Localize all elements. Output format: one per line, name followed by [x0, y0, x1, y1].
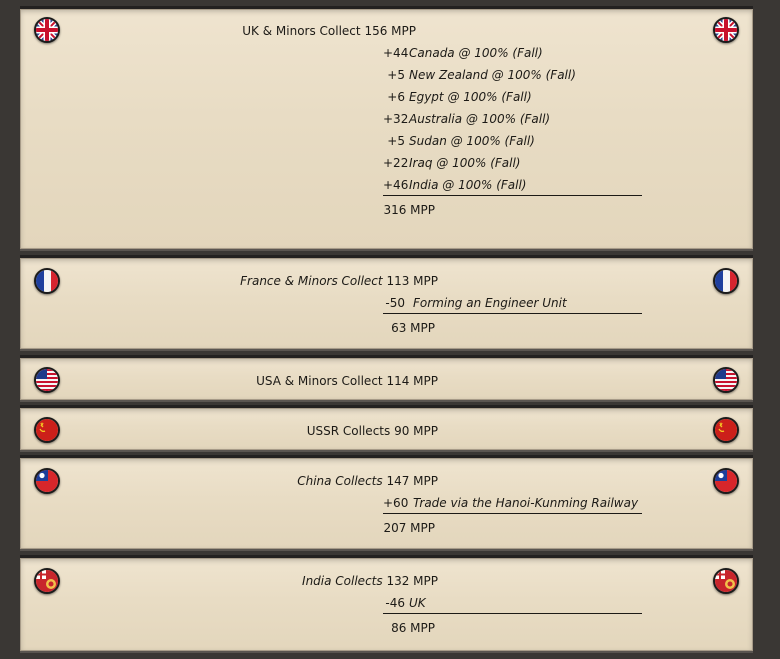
- india-collect-panel: [20, 555, 753, 653]
- adjustment-desc: India @ 100% (Fall): [409, 178, 527, 192]
- sum-divider: [383, 613, 642, 614]
- collect-title: [297, 474, 438, 488]
- adjustment-desc: Sudan @ 100% (Fall): [409, 134, 535, 148]
- collect-title-amount: 114 MPP: [386, 374, 438, 388]
- collect-total: 63 MPP: [391, 321, 435, 335]
- adjustment-delta: +6: [387, 90, 405, 104]
- adjustment-delta: +60: [383, 496, 409, 510]
- china-flag-icon: [713, 468, 739, 494]
- adjustment-delta: +44: [383, 46, 409, 60]
- collect-total: 86 MPP: [391, 621, 435, 635]
- adjustment-desc: Egypt @ 100% (Fall): [409, 90, 532, 104]
- adjustment-delta: +5: [387, 134, 405, 148]
- collect-title: [242, 24, 416, 38]
- adjustment-delta: +5: [387, 68, 405, 82]
- usa-flag-icon: [713, 367, 739, 393]
- usa-collect-panel: [20, 355, 753, 402]
- uk-collect-panel: [20, 6, 753, 251]
- sum-divider: [383, 195, 642, 196]
- collect-total: 207 MPP: [383, 521, 435, 535]
- adjustment-desc: UK: [409, 596, 426, 610]
- collect-title-prefix: USA & Minors Collect: [256, 374, 383, 388]
- india-flag-icon: [713, 568, 739, 594]
- adjustment-desc: Forming an Engineer Unit: [413, 296, 567, 310]
- sum-divider: [383, 313, 642, 314]
- collect-title: [302, 574, 438, 588]
- collect-title-prefix: China Collects: [297, 474, 383, 488]
- india-flag-icon: [34, 568, 60, 594]
- collect-title-amount: 90 MPP: [394, 424, 438, 438]
- collect-title: [256, 374, 438, 388]
- collect-title: [240, 274, 438, 288]
- collect-title-prefix: UK & Minors Collect: [242, 24, 361, 38]
- adjustment-delta: +46: [383, 178, 409, 192]
- china-flag-icon: [34, 468, 60, 494]
- collect-title: [307, 424, 438, 438]
- adjustment-delta: +32: [383, 112, 409, 126]
- adjustment-desc: New Zealand @ 100% (Fall): [409, 68, 576, 82]
- adjustment-desc: Canada @ 100% (Fall): [409, 46, 543, 60]
- adjustment-desc: Trade via the Hanoi-Kunming Railway: [413, 496, 639, 510]
- france-flag-icon: [34, 268, 60, 294]
- collect-title-amount: 156 MPP: [364, 24, 416, 38]
- adjustment-desc: Australia @ 100% (Fall): [409, 112, 551, 126]
- sum-divider: [383, 513, 642, 514]
- collect-total: 316 MPP: [383, 203, 435, 217]
- uk-flag-icon: [713, 17, 739, 43]
- collect-title-prefix: France & Minors Collect: [240, 274, 383, 288]
- adjustment-delta: -50: [385, 296, 405, 310]
- france-collect-panel: [20, 255, 753, 351]
- usa-flag-icon: [34, 367, 60, 393]
- collect-title-amount: 147 MPP: [386, 474, 438, 488]
- adjustment-delta: -46: [385, 596, 405, 610]
- collect-title-amount: 113 MPP: [386, 274, 438, 288]
- collect-title-prefix: USSR Collects: [306, 424, 391, 438]
- china-collect-panel: [20, 455, 753, 551]
- collect-title-prefix: India Collects: [302, 574, 383, 588]
- ussr-collect-panel: [20, 405, 753, 452]
- uk-flag-icon: [34, 17, 60, 43]
- france-flag-icon: [713, 268, 739, 294]
- adjustment-desc: Iraq @ 100% (Fall): [409, 156, 521, 170]
- ussr-flag-icon: [34, 417, 60, 443]
- collect-title-amount: 132 MPP: [386, 574, 438, 588]
- adjustment-delta: +22: [383, 156, 409, 170]
- ussr-flag-icon: [713, 417, 739, 443]
